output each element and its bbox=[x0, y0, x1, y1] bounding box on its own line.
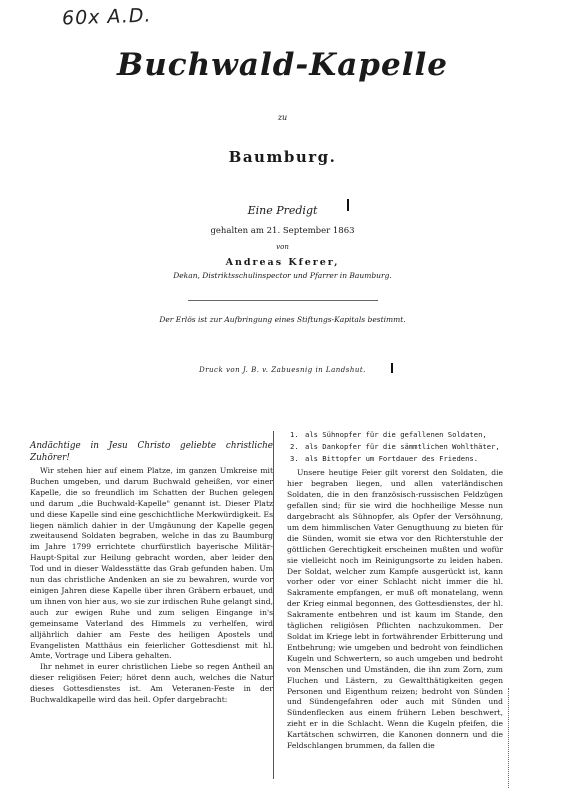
author-role: Dekan, Distriktsschulinspector und Pfarrer in Baumburg. bbox=[173, 271, 392, 280]
author-name: Andreas Kferer, bbox=[225, 257, 340, 268]
salutation: Andächtige in Jesu Christo geliebte christliche Zuhörer! bbox=[30, 441, 273, 463]
right-column bbox=[287, 429, 503, 752]
list-item: 3. als Bittopfer um Fortdauer des Friedens. bbox=[303, 453, 503, 465]
paragraph: Ihr nehmet in eurer christlichen Liebe so regen Antheil an dieser religiösen Feier; höret denn auch, welches die Natur dieses Gottesdienstes ist. Am Veteranen-Feste in der Buchwaldkapelle wird das heil. Opfer dargebracht: bbox=[30, 662, 273, 705]
list-item: 2. als Dankopfer für die sämmtlichen Wohlthäter, bbox=[303, 441, 503, 453]
handwritten-annotation: 60x A.D. bbox=[61, 4, 152, 30]
printer-line: Druck von J. B. v. Zabuesnig in Landshut. bbox=[199, 366, 366, 374]
divider-rule bbox=[188, 300, 378, 301]
paragraph: Unsere heutige Feier gilt vorerst den Soldaten, die hier begraben liegen, und allen vaterländischen Soldaten, die in den französisch-russischen Feldzügen gefallen sind; für sie wird die hochheilige Messe nun dargebracht als Sühnopfer, als Opfer der Versöhnung, um dem himmlischen Vater Genugthuung zu bieten für die Sünden, womit sie etwa vor den Richterstuhle der göttlichen Gerechtigkeit erscheinen mußten und wofür sie vielleicht noch im Reinigungsorte zu leiden haben. Der Soldat, welcher zum Kampfe ausgerückt ist, kann vorher oder vor einer Schlacht nicht immer die hl. Sakramente empfangen, er muß oft monatelang, wenn der Krieg einmal begonnen, des Gottesdienstes, der hl. Sakramente entbehren und ist kaum im Stande, den täglichen religiösen Pflichten nachzukommen. Der Soldat im Kriege lebt in fortwährender Erbitterung und Entbehrung; wie umgeben und bedroht von feindlichen Kugeln und Schwertern, so auch umgeben und bedroht von Menschen und Umständen, die ihn zum Zorn, zum Fluchen und Lästern, zu Gewaltthätigkeiten gegen Personen und Eigenthum reizen; bedroht von Sünden und Sündengefahren oder auch mit Sünden und Sündenflecken aus einem frühern Leben beschwert, zieht er in die Schlacht. Wenn die Kugeln pfeifen, die Kartätschen schwirren, die Kanonen donnern und die Feldschlangen brummen, da fallen die bbox=[287, 468, 503, 751]
subtitle: Eine Predigt bbox=[247, 204, 318, 217]
paragraph: Wir stehen hier auf einem Platze, im ganzen Umkreise mit Buchen umgeben, und darum Buchwald geheißen, vor einer Kapelle, die so freundlich im Schatten der Buchen gelegen und darum „die Buchwald-Kapelle" genannt ist. Dieser Platz und diese Kapelle sind eine geschichtliche Merkwürdigkeit. Es liegen nämlich dahier in der Umgäunung der Kapelle gegen zweitausend Soldaten begraben, welche in das zu Baumburg im Jahre 1799 errichtete churfürstlich bayerische Militär-Haupt-Spital zur Heilung gebracht worden, aber leider den Tod und in dieser Waldesstätte das Grab gefunden haben. Um nun das christliche Andenken an sie zu bewahren, wurde vor einigen Jahren diese Kapelle über ihren Gräbern erbauet, und um ihnen von hier aus, wo sie zur irdischen Ruhe gelangt sind, auch zur ewigen Ruhe und zum seligen Eingange in's gemeinsame Vaterland des Himmels zu verhelfen, wird alljährlich dahier am Feste des heiligen Apostels und Evangelisten Matthäus ein feierlicher Gottesdienst mit hl. Amte, Vortrage und Libera gehalten. bbox=[30, 466, 273, 661]
title-connector: zu bbox=[277, 113, 288, 122]
held-date: gehalten am 21. September 1863 bbox=[210, 226, 355, 236]
crop-mark-top-right bbox=[347, 199, 349, 211]
place-name: Baumburg. bbox=[228, 148, 337, 166]
offering-list bbox=[287, 429, 503, 464]
left-column bbox=[30, 440, 273, 706]
margin-mark bbox=[508, 688, 512, 788]
document-title: Buchwald-Kapelle bbox=[117, 47, 448, 83]
by-connector: von bbox=[276, 243, 289, 251]
proceeds-note: Der Erlös ist zur Aufbringung eines Stiftungs-Kapitals bestimmt. bbox=[159, 315, 406, 324]
crop-mark-right bbox=[391, 363, 393, 373]
column-bracket bbox=[273, 431, 280, 779]
list-item: 1. als Sühnopfer für die gefallenen Soldaten, bbox=[303, 429, 503, 441]
